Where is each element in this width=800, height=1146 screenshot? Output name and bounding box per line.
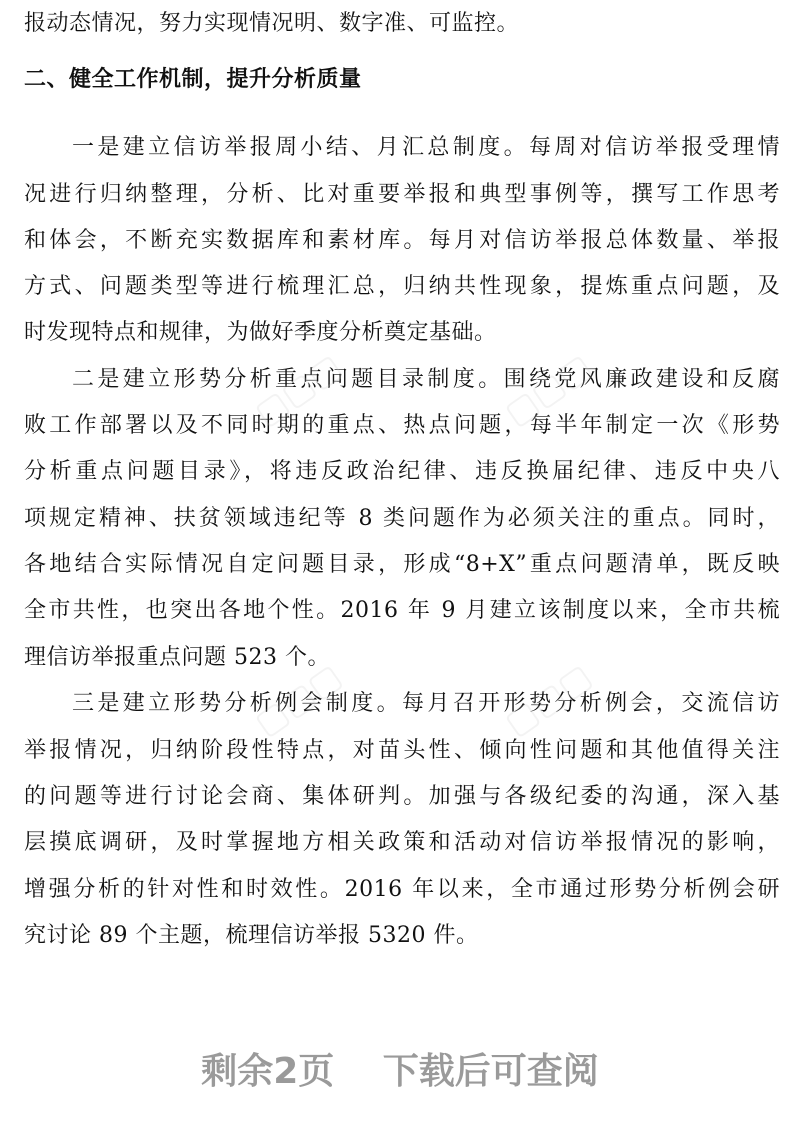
- paragraph-1-line: 况进行归纳整理，分析、比对重要举报和典型事例等，撰写工作思考: [24, 182, 780, 207]
- paragraph-3-line: 层摸底调研，及时掌握地方相关政策和活动对信访举报情况的影响，: [24, 830, 780, 855]
- paragraph-3-line: 举报情况，归纳阶段性特点，对苗头性、倾向性问题和其他值得关注: [24, 738, 780, 763]
- paragraph-3-line: 究讨论 89 个主题，梳理信访举报 5320 件。: [24, 923, 479, 948]
- watermark-mark: ▢▢▢: [247, 345, 350, 435]
- paragraph-3-line: 的问题等进行讨论会商、集体研判。加强与各级纪委的沟通，深入基: [24, 784, 780, 809]
- paragraph-2-line: 败工作部署以及不同时期的重点、热点问题，每半年制定一次《形势: [24, 413, 780, 438]
- paragraph-2-line: 全市共性，也突出各地个性。2016 年 9 月建立该制度以来，全市共梳: [24, 598, 780, 623]
- paragraph-3-line: 三是建立形势分析例会制度。每月召开形势分析例会，交流信访: [72, 691, 780, 716]
- paragraph-2-line: 各地结合实际情况自定问题目录，形成“8+X”重点问题清单，既反映: [24, 552, 780, 577]
- paragraph-3-line: 增强分析的针对性和时效性。2016 年以来，全市通过形势分析例会研: [24, 877, 780, 902]
- watermark-mark: ▢▢▢: [497, 655, 600, 745]
- paragraph-2-line: 二是建立形势分析重点问题目录制度。围绕党风廉政建设和反腐: [72, 367, 780, 392]
- paragraph-1-line: 一是建立信访举报周小结、月汇总制度。每周对信访举报受理情: [72, 135, 780, 160]
- text-line-top: 报动态情况，努力实现情况明、数字准、可监控。: [24, 11, 520, 36]
- paragraph-1-line: 时发现特点和规律，为做好季度分析奠定基础。: [24, 320, 497, 345]
- paragraph-1-line: 方式、问题类型等进行梳理汇总，归纳共性现象，提炼重点问题，及: [24, 274, 780, 299]
- paragraph-2-line: 理信访举报重点问题 523 个。: [24, 645, 330, 670]
- paragraph-1-line: 和体会，不断充实数据库和素材库。每月对信访举报总体数量、举报: [24, 228, 780, 253]
- paragraph-2-line: 项规定精神、扶贫领域违纪等 8 类问题作为必须关注的重点。同时，: [24, 506, 780, 531]
- download-banner[interactable]: 剩余2页 下载后可查阅: [201, 1051, 599, 1092]
- paragraph-2-line: 分析重点问题目录》，将违反政治纪律、违反换届纪律、违反中央八: [24, 459, 780, 484]
- section-heading: 二、健全工作机制，提升分析质量: [24, 67, 362, 92]
- watermark-mark: ▢▢▢: [247, 655, 350, 745]
- watermark-mark: ▢▢▢: [497, 345, 600, 435]
